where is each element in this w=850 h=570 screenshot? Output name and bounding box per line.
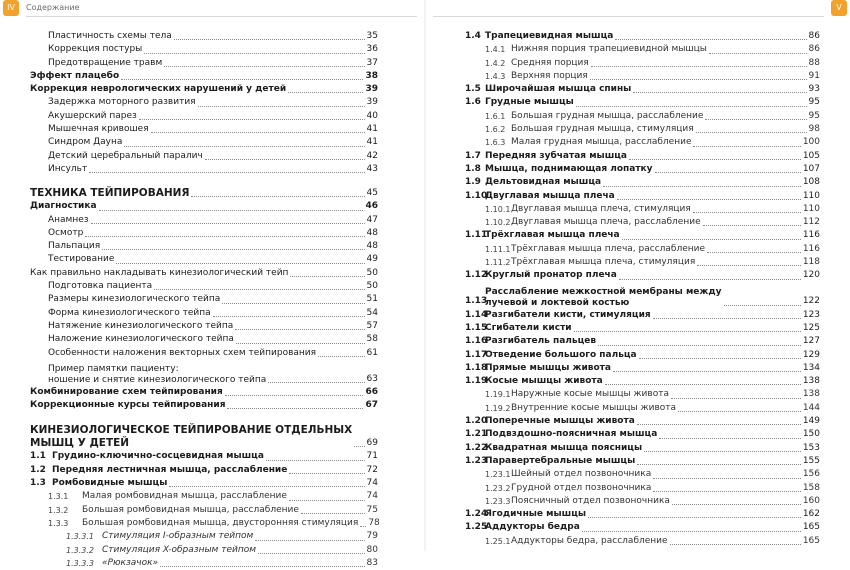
toc-entry[interactable]: 1.4.2 Средняя порция 88 (485, 57, 820, 68)
toc-entry[interactable]: 1.10 Двуглавая мышца плеча 110 (465, 190, 820, 201)
toc-entry[interactable]: 1.21 Подвздошно-поясничная мышца 150 (465, 429, 820, 440)
toc-entry[interactable]: 1.5 Широчайшая мышца спины 93 (465, 84, 820, 95)
toc-entry[interactable]: 1.14 Разгибатели кисти, стимуляция 123 (465, 309, 820, 320)
toc-entry[interactable]: Размеры кинезиологического тейпа 51 (48, 294, 378, 305)
toc-entry[interactable]: 1.3 Ромбовидные мышцы 74 (30, 478, 378, 489)
toc-entry[interactable]: Диагностика 46 (30, 201, 378, 212)
toc-entry[interactable]: Подготовка пациента 50 (48, 281, 378, 292)
running-head: Содержание (26, 3, 80, 12)
toc-entry[interactable]: Форма кинезиологического тейпа 54 (48, 307, 378, 318)
toc-entry[interactable]: 1.25.1 Аддукторы бедра, расслабление 165 (485, 535, 820, 546)
toc-entry[interactable]: Предотвращение травм 37 (48, 57, 378, 68)
toc-entry[interactable]: 1.4.1 Нижняя порция трапециевидной мышцы 86 (485, 44, 820, 55)
toc-entry[interactable]: 1.16 Разгибатель пальцев 127 (465, 336, 820, 347)
toc-entry[interactable]: 1.19.2 Внутренние косые мышцы живота 144 (485, 402, 820, 413)
toc-entry[interactable]: Коррекционные курсы тейпирования 67 (30, 400, 378, 411)
toc-entry[interactable]: 1.24 Ягодичные мышцы 162 (465, 509, 820, 520)
toc-entry[interactable]: Как правильно накладывать кинезиологический тейп 50 (30, 267, 378, 278)
toc-entry[interactable]: Детский церебральный паралич 42 (48, 150, 378, 161)
toc-entry[interactable]: 1.2 Передняя лестничная мышца, расслабление 72 (30, 464, 378, 475)
toc-chapter[interactable]: ТЕХНИКА ТЕЙПИРОВАНИЯ 45 (30, 187, 378, 200)
toc-entry[interactable]: Мышечная кривошея 41 (48, 124, 378, 135)
toc-entry[interactable]: Пример памятки пациенту: ношение и снятие кинезиологического тейпа 63 (48, 363, 378, 385)
toc-entry[interactable]: Эффект плацебо 38 (30, 70, 378, 81)
toc-entry[interactable]: 1.15 Сгибатели кисти 125 (465, 322, 820, 333)
toc-entry[interactable]: 1.3.3 Большая ромбовидная мышца, двусторонняя стимуляция 78 (48, 517, 380, 528)
toc-entry[interactable]: 1.7 Передняя зубчатая мышца 105 (465, 150, 820, 161)
toc-entry[interactable]: Коррекция постуры 36 (48, 44, 378, 55)
toc-entry[interactable]: Комбинирование схем тейпирования 66 (30, 386, 378, 397)
toc-entry[interactable]: 1.3.3.2 Стимуляция X-образным тейпом 80 (66, 544, 378, 555)
toc-entry[interactable]: Коррекция неврологических нарушений у детей 39 (30, 84, 378, 95)
toc-entry[interactable]: Акушерский парез 40 (48, 110, 378, 121)
toc-entry[interactable]: Пластичность схемы тела 35 (48, 31, 378, 41)
toc-entry[interactable]: 1.3.3.3 «Рюкзачок» 83 (66, 557, 378, 568)
toc-entry[interactable]: 1.4.3 Верхняя порция 91 (485, 70, 820, 81)
toc-entry[interactable]: 1.23.3 Поясничный отдел позвоночника 160 (485, 495, 820, 506)
toc-entry[interactable]: 1.19 Косые мышцы живота 138 (465, 376, 820, 387)
header-rule-left (26, 16, 417, 17)
toc-entry[interactable]: 1.3.2 Большая ромбовидная мышца, расслабление 75 (48, 504, 378, 515)
toc-entry[interactable]: 1.23.2 Грудной отдел позвоночника 158 (485, 482, 820, 493)
toc-entry[interactable]: 1.6.3 Малая грудная мышца, расслабление 100 (485, 137, 820, 148)
toc-entry[interactable]: Натяжение кинезиологического тейпа 57 (48, 320, 378, 331)
toc-entry[interactable]: 1.12 Круглый пронатор плеча 120 (465, 270, 820, 281)
right-page (425, 0, 850, 551)
toc-entry[interactable]: 1.23 Паравертебральные мышцы 155 (465, 455, 820, 466)
header-rule-right (433, 16, 824, 17)
toc-entry[interactable]: Осмотр 48 (48, 227, 378, 238)
toc-entry[interactable]: 1.11.1 Трёхглавая мышца плеча, расслабление 116 (485, 243, 820, 254)
toc-entry[interactable]: 1.10.1 Двуглавая мышца плеча, стимуляция 110 (485, 203, 820, 214)
toc-entry[interactable]: 1.6 Грудные мышцы 95 (465, 97, 820, 108)
toc-chapter[interactable]: КИНЕЗИОЛОГИЧЕСКОЕ ТЕЙПИРОВАНИЕ ОТДЕЛЬНЫХ МЫШЦ У ДЕТЕЙ 69 (30, 424, 378, 450)
toc-entry[interactable]: Синдром Дауна 41 (48, 137, 378, 148)
toc-entry[interactable]: 1.1 Грудино-ключично-сосцевидная мышца 71 (30, 451, 378, 462)
toc-entry[interactable]: 1.18 Прямые мышцы живота 134 (465, 362, 820, 373)
toc-entry[interactable]: 1.20 Поперечные мышцы живота 149 (465, 416, 820, 427)
toc-entry[interactable]: 1.19.1 Наружные косые мышцы живота 138 (485, 389, 820, 400)
toc-entry[interactable]: Тестирование 49 (48, 254, 378, 265)
toc-entry[interactable]: 1.6.1 Большая грудная мышца, расслабление 95 (485, 110, 820, 121)
toc-entry[interactable]: Задержка моторного развития 39 (48, 97, 378, 108)
toc-entry[interactable]: 1.8 Мышца, поднимающая лопатку 107 (465, 163, 820, 174)
page-number-badge-right: V (831, 0, 847, 16)
toc-right-column (465, 30, 820, 548)
toc-entry[interactable]: 1.13 Расслабление межкостной мембраны между лучевой и локтевой костью 122 (465, 286, 820, 308)
toc-entry[interactable]: Особенности наложения векторных схем тейпирования 61 (48, 347, 378, 358)
toc-entry[interactable]: 1.23.1 Шейный отдел позвоночника 156 (485, 469, 820, 480)
toc-entry[interactable]: 1.11.2 Трёхглавая мышца плеча, стимуляция 118 (485, 257, 820, 268)
toc-entry[interactable]: 1.11 Трёхглавая мышца плеча 116 (465, 230, 820, 241)
toc-entry[interactable]: 1.22 Квадратная мышца поясницы 153 (465, 442, 820, 453)
page-number-badge-left: IV (3, 0, 19, 16)
toc-entry[interactable]: Наложение кинезиологического тейпа 58 (48, 334, 378, 345)
toc-entry[interactable]: 1.3.3.1 Стимуляция I-образным тейпом 79 (66, 531, 378, 542)
toc-entry[interactable]: Пальпация 48 (48, 241, 378, 252)
left-page (0, 0, 425, 568)
toc-entry[interactable]: 1.9 Дельтовидная мышца 108 (465, 177, 820, 188)
toc-entry[interactable]: Инсульт 43 (48, 163, 378, 174)
toc-entry[interactable]: 1.10.2 Двуглавая мышца плеча, расслабление 112 (485, 217, 820, 228)
toc-entry[interactable]: 1.6.2 Большая грудная мышца, стимуляция 98 (485, 124, 820, 135)
toc-entry[interactable]: 1.4 Трапециевидная мышца 86 (465, 31, 820, 41)
toc-entry[interactable]: 1.3.1 Малая ромбовидная мышца, расслабление 74 (48, 491, 378, 502)
toc-entry[interactable]: Анамнез 47 (48, 214, 378, 225)
toc-left-column (30, 30, 378, 570)
toc-entry[interactable]: 1.25 Аддукторы бедра 165 (465, 522, 820, 533)
toc-entry[interactable]: 1.17 Отведение большого пальца 129 (465, 349, 820, 360)
